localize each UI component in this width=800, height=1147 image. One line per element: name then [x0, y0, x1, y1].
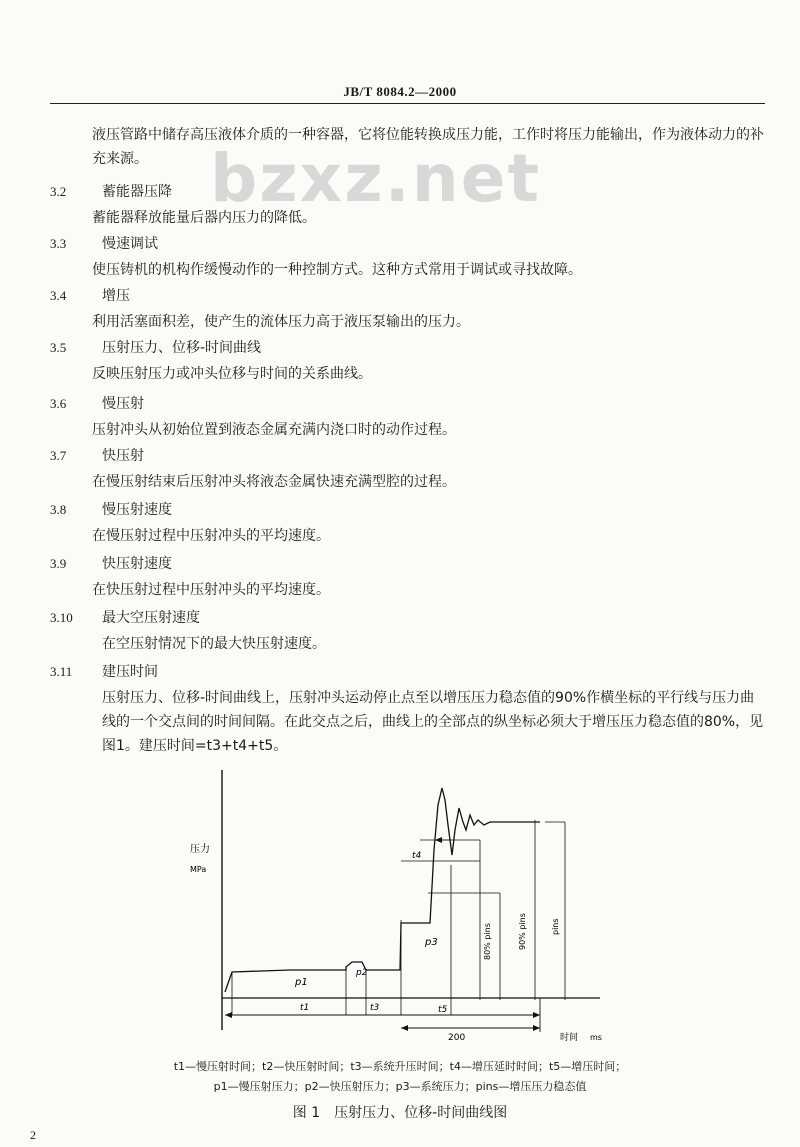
term-title: 快压射速度 — [102, 556, 172, 572]
term-number: 3.5 — [50, 340, 67, 355]
figure-caption-line1: t1—慢压射时间；t2—快压射时间；t3—系统升压时间；t4—增压延时时间；t5—增压时间； — [173, 1060, 627, 1073]
term-number: 3.8 — [50, 502, 67, 517]
term-number: 3.9 — [50, 556, 67, 571]
page-number: 2 — [30, 1128, 36, 1142]
watermark: bzxz.net — [210, 140, 542, 217]
t5-label: t5 — [438, 1005, 448, 1015]
term-number: 3.7 — [50, 448, 67, 463]
term-definition: 在快压射过程中压射冲头的平均速度。 — [92, 582, 330, 598]
term-title: 最大空压射速度 — [102, 610, 200, 626]
term-definition: 蓄能器释放能量后器内压力的降低。 — [92, 210, 316, 226]
term-definition: 压射压力、位移-时间曲线上，压射冲头运动停止点至以增压压力稳态值的90%作横坐标的平行线与压力曲线的一个交点间的时间间隔。在此交点之后，曲线上的全部点的纵坐标必须大于增压压力稳态值的80%，见图1。建压时间=t3+t4+t5。 — [102, 690, 764, 754]
p3-label: p3 — [425, 937, 438, 948]
term-definition: 在慢压射结束后压射冲头将液态金属快速充满型腔的过程。 — [92, 474, 456, 490]
term-title: 慢速调试 — [102, 236, 158, 252]
pressure-curve — [225, 788, 540, 992]
term-definition: 使压铸机的机构作缓慢动作的一种控制方式。这种方式常用于调试或寻找故障。 — [92, 262, 582, 278]
p1-label: p1 — [295, 977, 308, 988]
term-heading — [50, 444, 764, 468]
span-label: 200 — [448, 1033, 466, 1043]
term-heading — [50, 232, 764, 256]
term-title: 建压时间 — [102, 664, 158, 680]
x-axis-unit: ms — [590, 1033, 602, 1042]
t3-label: t3 — [370, 1003, 380, 1013]
p2-label: p2 — [356, 968, 368, 978]
pressure-time-figure — [180, 770, 620, 1055]
term-number: 3.11 — [50, 664, 73, 679]
term-definition: 在空压射情况下的最大快压射速度。 — [102, 636, 326, 652]
term-heading — [50, 284, 764, 308]
figure-title: 图 1 压射压力、位移-时间曲线图 — [292, 1105, 508, 1121]
term-number: 3.10 — [50, 610, 73, 625]
y-axis-unit: MPa — [190, 865, 207, 874]
term-title: 压射压力、位移-时间曲线 — [102, 340, 262, 356]
term-title: 慢压射速度 — [102, 502, 172, 518]
term-heading — [50, 498, 764, 522]
term-heading — [50, 660, 764, 684]
term-definition: 压射冲头从初始位置到液态金属充满内浇口时的动作过程。 — [92, 422, 456, 438]
figure-caption-line2: p1—慢压射压力；p2—快压射压力；p3—系统压力；pins—增压压力稳态值 — [213, 1080, 587, 1093]
term-number: 3.6 — [50, 396, 67, 411]
intro-paragraph: 液压管路中储存高压液体介质的一种容器，它将位能转换成压力能，工作时将压力能输出，作为液体动力的补充来源。 — [92, 127, 764, 167]
term-number: 3.3 — [50, 236, 67, 251]
x-axis-label: 时间 — [560, 1033, 579, 1043]
term-heading — [50, 180, 764, 204]
y-axis-label: 压力 — [190, 844, 210, 855]
term-title: 蓄能器压降 — [102, 184, 172, 200]
term-definition: 反映压射压力或冲头位移与时间的关系曲线。 — [92, 366, 372, 382]
term-title: 快压射 — [102, 448, 144, 464]
term-title: 慢压射 — [102, 396, 144, 412]
term-definition: 在慢压射过程中压射冲头的平均速度。 — [92, 528, 330, 544]
t4-label: t4 — [412, 851, 422, 861]
header-rule — [50, 103, 765, 104]
term-heading — [50, 606, 764, 630]
label-90pct: 90% pins — [518, 913, 527, 950]
term-heading — [50, 552, 764, 576]
label-80pct: 80% pins — [483, 923, 492, 960]
term-definition: 利用活塞面积差，使产生的流体压力高于液压泵输出的压力。 — [92, 314, 470, 330]
term-number: 3.4 — [50, 288, 67, 303]
standard-code-header: JB/T 8084.2—2000 — [343, 84, 457, 99]
term-number: 3.2 — [50, 184, 67, 199]
t1-label: t1 — [300, 1003, 310, 1013]
term-heading — [50, 336, 764, 360]
label-pins: pins — [551, 918, 560, 935]
term-heading — [50, 392, 764, 416]
term-title: 增压 — [102, 288, 130, 304]
